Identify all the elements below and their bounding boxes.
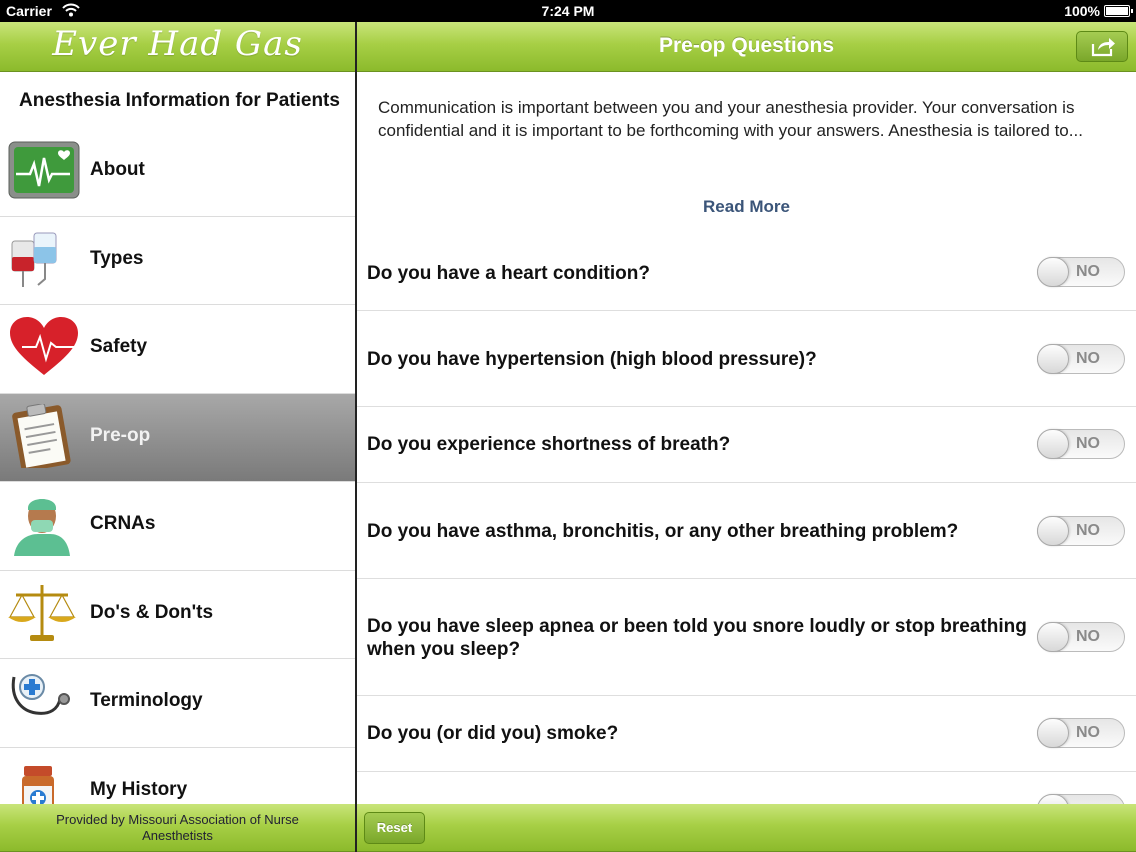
- question-toggle[interactable]: [1037, 257, 1125, 287]
- toggle-label: NO: [1076, 724, 1100, 741]
- menu-item-label: Do's & Don'ts: [90, 601, 214, 623]
- toggle-knob: [1037, 429, 1069, 459]
- question-list: [357, 229, 1136, 804]
- question-row-partial: [357, 772, 1136, 804]
- menu-item-label: CRNAs: [90, 513, 156, 534]
- question-text: Do you (or did you) smoke?: [367, 723, 619, 744]
- menu-item-label: Safety: [90, 336, 148, 357]
- menu-list: [0, 128, 355, 804]
- menu-item-terminology[interactable]: [0, 659, 355, 748]
- question-toggle[interactable]: [1037, 622, 1125, 652]
- share-icon: [1090, 37, 1116, 57]
- detail-nav-bar: [357, 22, 1136, 72]
- pill-bottle-icon: [8, 758, 80, 805]
- menu-item-types[interactable]: [0, 217, 355, 306]
- master-footer: [0, 804, 355, 852]
- share-button[interactable]: [1076, 31, 1128, 62]
- toggle-label: NO: [1076, 435, 1100, 452]
- question-row: [357, 407, 1136, 483]
- question-row: [357, 696, 1136, 772]
- section-header-title: Anesthesia Information for Patients: [19, 90, 340, 111]
- toggle-label: NO: [1076, 628, 1100, 645]
- question-row: [357, 483, 1136, 579]
- question-text: Do you have hypertension (high blood pressure)?: [367, 349, 817, 370]
- menu-item-safety[interactable]: [0, 305, 355, 394]
- question-text: Do you have asthma, bronchitis, or any other breathing problem?: [367, 521, 959, 542]
- master-panel: [0, 22, 355, 852]
- menu-item-label: Pre-op: [90, 424, 151, 446]
- toggle-knob: [1037, 622, 1069, 652]
- toggle-label: NO: [1076, 350, 1100, 367]
- question-text: Do you experience shortness of breath?: [367, 434, 731, 455]
- toggle-knob: [1037, 257, 1069, 287]
- questions-scroll-view[interactable]: [357, 72, 1136, 804]
- master-nav-bar: [0, 22, 355, 72]
- question-row: [357, 579, 1136, 696]
- menu-item-pre-op[interactable]: [0, 394, 355, 483]
- toggle-knob: [1037, 516, 1069, 546]
- intro-text: Communication is important between you and your anesthesia provider. Your conversation is confidential and it is important to be forthcoming with your answers. Anesthesia is tailored to...: [378, 98, 1083, 140]
- question-toggle[interactable]: [1037, 516, 1125, 546]
- status-bar: [0, 0, 1136, 22]
- menu-item-label: About: [90, 159, 145, 180]
- iv-bags-icon: [8, 227, 80, 291]
- menu-item-my-history[interactable]: [0, 748, 355, 805]
- battery-percent: 100%: [1064, 3, 1100, 19]
- menu-item-label: Types: [90, 247, 144, 269]
- question-toggle[interactable]: [1037, 718, 1125, 748]
- app-logo: Ever Had Gas: [52, 24, 303, 64]
- heart-monitor-icon: [8, 138, 80, 202]
- heart-icon: [8, 315, 80, 379]
- provided-by-text: Provided by Missouri Association of Nurse Anesthetists: [56, 812, 299, 843]
- nurse-anesthetist-icon: [8, 492, 80, 556]
- menu-item-about[interactable]: [0, 128, 355, 217]
- stethoscope-icon: [8, 669, 80, 733]
- question-toggle[interactable]: [1037, 344, 1125, 374]
- menu-item-dos-and-donts[interactable]: [0, 571, 355, 660]
- toggle-label: NO: [1076, 522, 1100, 539]
- toggle-knob: [1037, 794, 1069, 804]
- toggle-knob: [1037, 718, 1069, 748]
- section-header: [0, 72, 355, 128]
- scales-icon: [8, 581, 80, 645]
- read-more-link[interactable]: Read More: [703, 197, 790, 216]
- clipboard-icon: [8, 404, 80, 468]
- carrier-label: Carrier: [6, 3, 52, 19]
- page-title: Pre-op Questions: [658, 34, 835, 57]
- question-row: [357, 229, 1136, 311]
- detail-panel: [357, 22, 1136, 852]
- toggle-label: NO: [1076, 263, 1100, 280]
- question-toggle[interactable]: [1037, 794, 1125, 804]
- question-text: Do you have sleep apnea or been told you snore loudly or stop breathing when you sleep?: [367, 616, 1027, 660]
- question-toggle[interactable]: [1037, 429, 1125, 459]
- menu-item-label: Terminology: [90, 690, 203, 711]
- menu-item-label: My History: [90, 778, 188, 800]
- clock: 7:24 PM: [541, 3, 595, 19]
- reset-button[interactable]: Reset: [364, 812, 425, 844]
- battery-icon: [1104, 5, 1130, 17]
- toggle-knob: [1037, 344, 1069, 374]
- detail-toolbar: [357, 804, 1136, 852]
- question-text: Do you have a heart condition?: [367, 263, 650, 284]
- question-row: [357, 311, 1136, 407]
- menu-item-crnas[interactable]: [0, 482, 355, 571]
